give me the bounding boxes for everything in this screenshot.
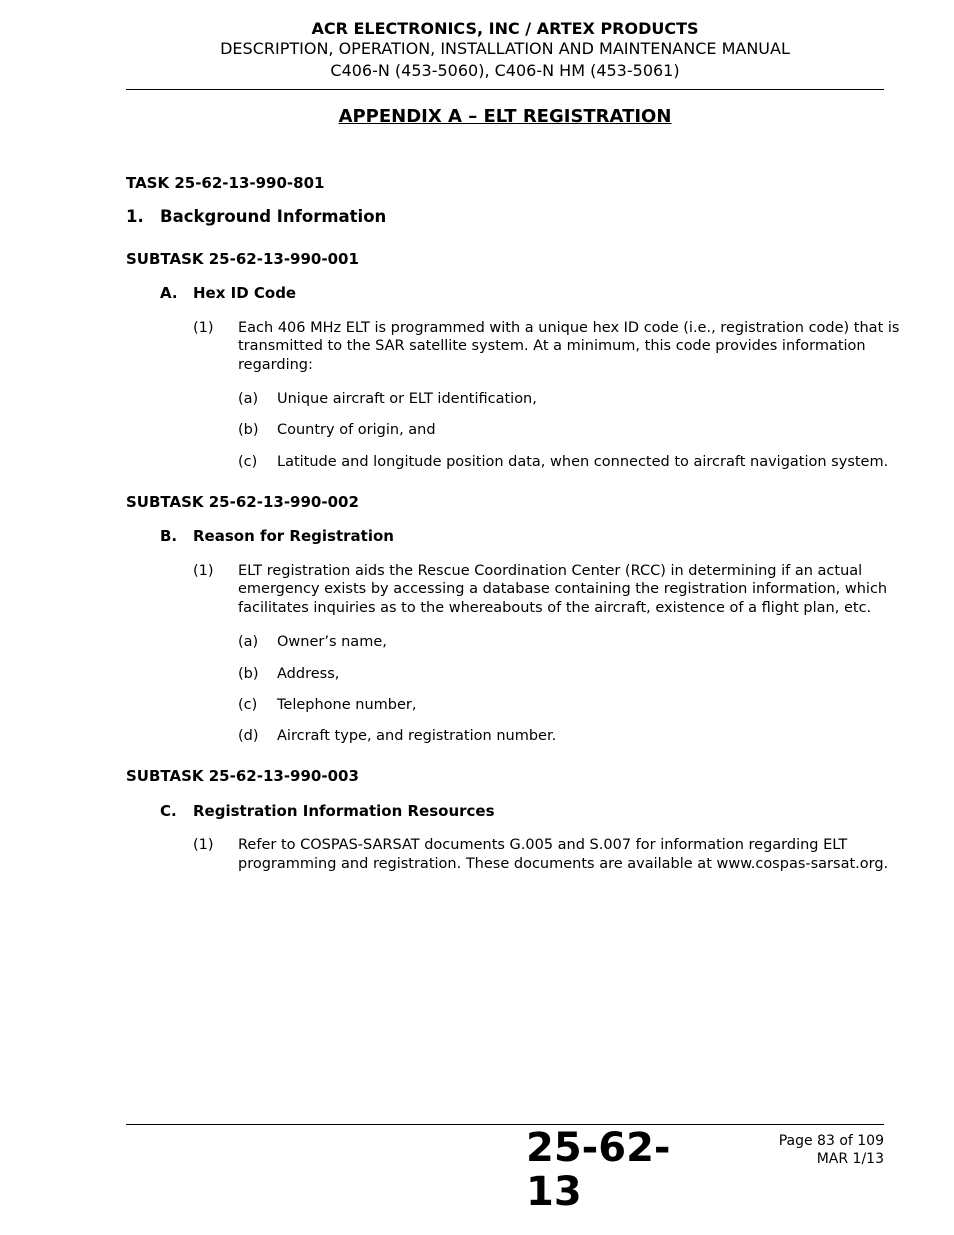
header-rule [126,89,884,90]
list-item: Country of origin, and [277,422,436,438]
paragraph-number: (1) [193,320,214,336]
header-manual: DESCRIPTION, OPERATION, INSTALLATION AND MAINTENANCE MANUAL [220,39,790,58]
footer-code: 25-62-13 [526,1125,671,1215]
subtask-id: SUBTASK 25-62-13-990-002 [126,493,359,511]
list-item-label: (a) [238,634,259,650]
task-id: TASK 25-62-13-990-801 [126,174,325,192]
header-company: ACR ELECTRONICS, INC / ARTEX PRODUCTS [311,19,699,38]
paragraph-line: programming and registration. These documents are available at www.cospas-sarsat.org. [238,856,889,872]
paragraph-number: (1) [193,563,214,579]
footer-date: MAR 1/13 [816,1151,884,1167]
subtask-id: SUBTASK 25-62-13-990-001 [126,250,359,268]
list-item-label: (b) [238,422,259,438]
list-item-label: (a) [238,391,259,407]
footer-page: Page 83 of 109 [778,1133,884,1149]
list-item: Owner’s name, [277,634,387,650]
paragraph-line: ELT registration aids the Rescue Coordination Center (RCC) in determining if an actual [238,563,863,579]
subtask-heading: Reason for Registration [193,527,394,545]
list-item-label: (d) [238,728,259,744]
subtask-letter: C. [160,802,177,820]
paragraph-number: (1) [193,837,214,853]
footer-rule [126,1124,884,1125]
list-item: Unique aircraft or ELT identification, [277,391,537,407]
list-item: Address, [277,666,340,682]
section-number: 1. [126,207,144,226]
list-item: Latitude and longitude position data, when connected to aircraft navigation system. [277,454,889,470]
subtask-letter: A. [160,284,178,302]
subtask-id: SUBTASK 25-62-13-990-003 [126,767,359,785]
section-title: Background Information [160,207,387,226]
paragraph-line: Each 406 MHz ELT is programmed with a unique hex ID code (i.e., registration code) that is [238,320,900,336]
paragraph-line: transmitted to the SAR satellite system. At a minimum, this code provides information [238,338,866,354]
paragraph-line: facilitates inquiries as to the whereabouts of the aircraft, existence of a flight plan, etc. [238,600,872,616]
paragraph-line: emergency exists by accessing a database containing the registration information, which [238,581,888,597]
page-title: APPENDIX A – ELT REGISTRATION [338,106,672,127]
subtask-heading: Hex ID Code [193,284,297,302]
paragraph-line: Refer to COSPAS-SARSAT documents G.005 and S.007 for information regarding ELT [238,837,848,853]
header-model: C406-N (453-5060), C406-N HM (453-5061) [330,61,680,80]
subtask-heading: Registration Information Resources [193,802,495,820]
list-item-label: (c) [238,454,258,470]
list-item-label: (b) [238,666,259,682]
list-item: Aircraft type, and registration number. [277,728,557,744]
subtask-letter: B. [160,527,178,545]
paragraph-line: regarding: [238,357,313,373]
list-item: Telephone number, [277,697,417,713]
list-item-label: (c) [238,697,258,713]
